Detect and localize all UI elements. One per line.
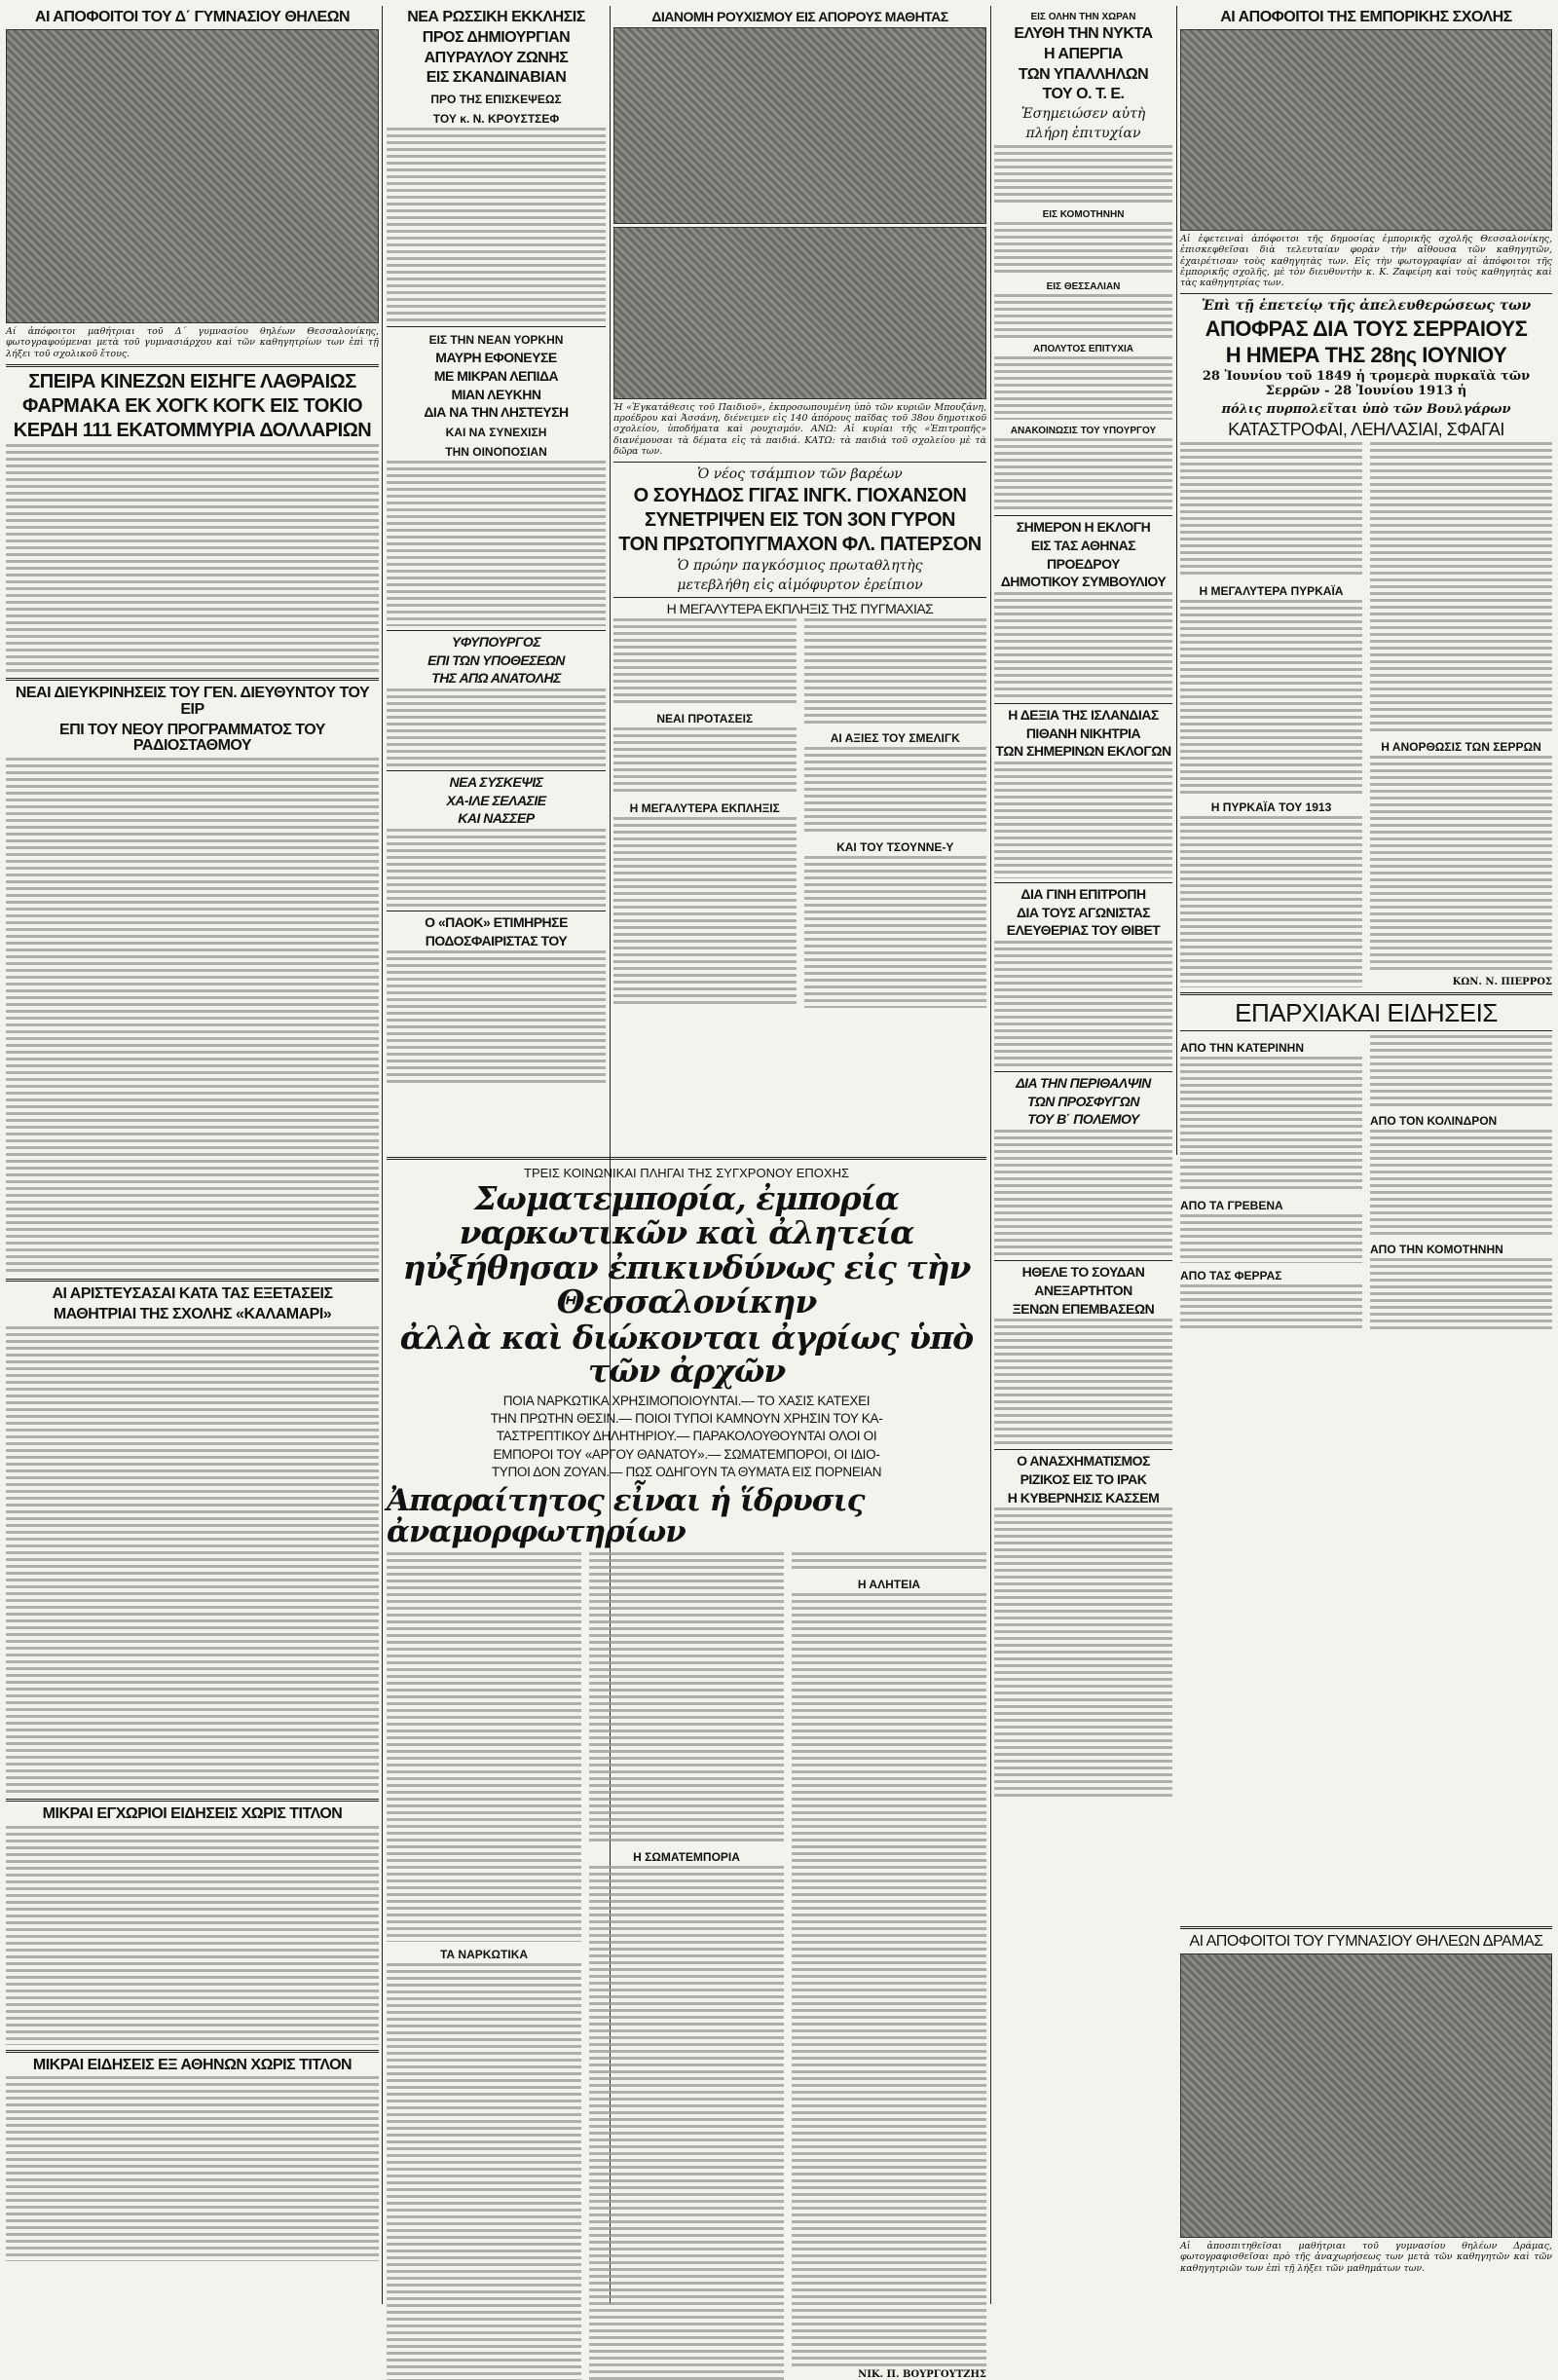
- article-col: [1180, 442, 1362, 987]
- photo-title-clothing: ΔΙΑΝΟΜΗ ΡΟΥΧΙΣΜΟΥ ΕΙΣ ΑΠΟΡΟΥΣ ΜΑΘΗΤΑΣ: [651, 9, 948, 24]
- column-4: [994, 6, 1172, 2304]
- article-body: [1180, 1214, 1362, 1263]
- headline-undersecretary-1: ΥΦΥΠΟΥΡΓΟΣ: [451, 633, 541, 650]
- headline-iraq-2: ΡΙΖΙΚΟΣ ΕΙΣ ΤΟ ΙΡΑΚ: [1020, 1470, 1147, 1487]
- subhead: πόλις πυρπολεῖται ὑπὸ τῶν Βουλγάρων: [1221, 401, 1511, 417]
- article-body: [994, 1319, 1172, 1445]
- kicker: ΕΙΣ ΘΕΣΣΑΛΙΑΝ: [1046, 281, 1121, 293]
- article-col: [792, 1552, 986, 2380]
- headline-chinese-ring-2: ΦΑΡΜΑΚΑ ΕΚ ΧΟΓΚ ΚΟΓΚ ΕΙΣ ΤΟΚΙΟ: [22, 394, 362, 417]
- kicker: ΤΗΝ ΟΙΝΟΠΟΣΙΑΝ: [445, 444, 547, 459]
- photo-caption: Αἱ ἐφετειναὶ ἀπόφοιτοι τῆς δημοσίας ἐμπορικῆς σχολῆς Θεσσαλονίκης, ἐπισκεφθεῖσαι διὰ τελευταίαν φορὰν τὴν αἴθουσα τῶν καθηγητῶν, ἐχαιρέτισαν τοὺς καθηγητὰς των. Εἰς τὴν φωτογραφίαν αἱ ἀπόφοιτοι τῆς ἐμπορικῆς σχολῆς, μὲ τὸν διευθυντὴν κ. Κ. Ζαφείρη καὶ τοὺς καθηγητὰς καὶ τὰς καθηγητρίας των.: [1180, 233, 1552, 289]
- divider: [387, 770, 606, 771]
- headline-election-2: ΕΙΣ ΤΑΣ ΑΘΗΝΑΣ: [1030, 537, 1136, 553]
- headline-russia-3: ΑΠΥΡΑΥΛΟΥ ΖΩΝΗΣ: [424, 49, 569, 66]
- headline-ote-4: ΤΟΥ Ο. Τ. Ε.: [1042, 86, 1125, 103]
- subhead: μετεβλήθη εἰς αἱμόφυρτον ἐρείπιον: [677, 576, 923, 593]
- article-body: [1370, 1035, 1552, 1108]
- article-body: [1180, 1057, 1362, 1193]
- headline-iceland-2: ΠΙΘΑΝΗ ΝΙΚΗΤΡΙΑ: [1025, 725, 1141, 741]
- headline-selassie-2: ΧΑ-ΙΛΕ ΣΕΛΑΣΙΕ: [446, 792, 546, 808]
- feature-headline-1: Σωματεμπορία, ἐμπορία ναρκωτικῶν καὶ ἀλητεία: [459, 1179, 914, 1251]
- kicker: ΚΑΙ ΤΟΥ ΤΣΟΥΝΝΕ-Υ: [836, 840, 954, 855]
- article-body: [6, 444, 379, 673]
- feature-subhead: ΤΑΣΤΡΕΠΤΙΚΟΥ ΔΗΛΗΤΗΡΙΟΥ.— ΠΑΡΑΚΟΛΟΥΘΟΥΝΤΑΙ ΟΛΟΙ ΟΙ: [496, 1429, 877, 1444]
- article-body: [994, 592, 1172, 699]
- divider: [6, 364, 379, 367]
- article-body: [994, 356, 1172, 420]
- headline-selassie-1: ΝΕΑ ΣΥΣΚΕΨΙΣ: [449, 774, 543, 790]
- article-col: [1370, 442, 1552, 987]
- article-body: [1180, 442, 1362, 578]
- headline-johansson-3: ΤΟΝ ΠΡΩΤΟΠΥΓΜΑΧΟΝ ΦΛ. ΠΑΤΕΡΣΟΝ: [618, 533, 982, 555]
- divider: [994, 1071, 1172, 1072]
- headline-election-3: ΠΡΟΕΔΡΟΥ: [1047, 555, 1120, 572]
- kicker: Η ΑΛΗΤΕΙΑ: [857, 1578, 921, 1592]
- article-body: [589, 1552, 784, 1844]
- headline-iraq-3: Η ΚΥΒΕΡΝΗΣΙΣ ΚΑΣΣΕΜ: [1007, 1489, 1160, 1506]
- divider: [1180, 293, 1552, 294]
- headline-sudan-3: ΞΕΝΩΝ ΕΠΕΜΒΑΣΕΩΝ: [1012, 1300, 1155, 1317]
- divider: [1180, 1926, 1552, 1929]
- photo-caption: Αί ἀπόφοιτοι μαθήτριαι τοῦ Δ΄ γυμνασίου θηλέων Θεσσαλονίκης, φωτογραφούμεναι μετὰ τοῦ γυμνασιάρχου καὶ τῶν καθηγητρίων των ἐπὶ τῇ λήξει τοῦ σχολικοῦ ἔτους.: [6, 325, 379, 359]
- kicker: ΠΡΟ ΤΗΣ ΕΠΙΣΚΕΨΕΩΣ: [430, 93, 562, 107]
- divider: [387, 326, 606, 327]
- headline-refugees-1: ΔΙΑ ΤΗΝ ΠΕΡΙΘΑΛΨΙΝ: [1016, 1075, 1151, 1092]
- divider: [613, 462, 986, 463]
- divider: [6, 2050, 379, 2053]
- article-body: [387, 1963, 581, 2380]
- kicker: ΑΝΑΚΟΙΝΩΣΙΣ ΤΟΥ ΥΠΟΥΡΓΟΥ: [1010, 426, 1157, 437]
- divider: [387, 1157, 986, 1160]
- headline-serres-2: Η ΗΜΕΡΑ ΤΗΣ 28ης ΙΟΥΝΙΟΥ: [1225, 342, 1507, 367]
- headline-election-4: ΔΗΜΟΤΙΚΟΥ ΣΥΜΒΟΥΛΙΟΥ: [1000, 574, 1167, 590]
- feature-subheads: [387, 1393, 986, 1481]
- article-body: [387, 461, 606, 626]
- divider: [387, 630, 606, 631]
- article-body: [1370, 1130, 1552, 1237]
- headline-tibet-2: ΔΙΑ ΤΟΥΣ ΑΓΩΝΙΣΤΑΣ: [1016, 904, 1151, 920]
- divider: [6, 678, 379, 681]
- kicker: Η ΠΥΡΚΑΪΑ ΤΟΥ 1913: [1210, 800, 1332, 814]
- headline-russia-4: ΕΙΣ ΣΚΑΝΔΙΝΑΒΙΑΝ: [426, 69, 567, 87]
- article-body: [589, 1866, 784, 2380]
- headline-russia-1: ΝΕΑ ΡΩΣΣΙΚΗ ΕΚΚΛΗΣΙΣ: [407, 9, 585, 25]
- kicker: ΑΠΟΛΥΤΟΣ ΕΠΙΤΥΧΙΑ: [1033, 344, 1133, 355]
- article-body: [994, 438, 1172, 511]
- headline-ny-2: ΜΕ ΜΙΚΡΑΝ ΛΕΠΙΔΑ: [433, 367, 559, 384]
- divider: [994, 882, 1172, 883]
- subhead: Ἐσημειώσεν αὐτὴ: [1020, 106, 1146, 123]
- byline-signature: ΝΙΚ. Π. ΒΟΥΡΓΟΥΤΖΗΣ: [858, 2369, 986, 2380]
- headline-undersecretary-3: ΤΗΣ ΑΠΩ ΑΝΑΤΟΛΗΣ: [431, 670, 561, 687]
- feature-subhead: ΕΜΠΟΡΟΙ ΤΟΥ «ΑΡΓΟΥ ΘΑΝΑΤΟΥ».— ΣΩΜΑΤΕΜΠΟΡΟΙ, ΟΙ ΙΔΙΟ-: [493, 1446, 880, 1462]
- feature-subhead: ΤΗΝ ΠΡΩΤΗΝ ΘΕΣΙΝ.— ΠΟΙΟΙ ΤΥΠΟΙ ΚΑΜΝΟΥΝ ΧΡΗΣΙΝ ΤΟΥ ΚΑ-: [490, 1411, 883, 1427]
- column-1: [6, 6, 379, 2304]
- subhead: Ὁ πρώην παγκόσμιος πρωταθλητὴς: [677, 557, 923, 574]
- article-col: [589, 1552, 784, 2380]
- feature-subhead: ΤΥΠΟΙ ΔΟΝ ΖΟΥΑΝ.— ΠΩΣ ΟΔΗΓΟΥΝ ΤΑ ΘΥΜΑΤΑ ΕΙΣ ΠΟΡΝΕΙΑΝ: [491, 1464, 882, 1479]
- headline-athens-news: ΜΙΚΡΑΙ ΕΙΔΗΣΕΙΣ ΕΞ ΑΘΗΝΩΝ ΧΩΡΙΣ ΤΙΤΛΟΝ: [32, 2056, 352, 2073]
- headline-johansson-2: ΣΥΝΕΤΡΙΨΕΝ ΕΙΣ ΤΟΝ 3ΟΝ ΓΥΡΟΝ: [644, 508, 955, 531]
- headline-iceland-3: ΤΩΝ ΣΗΜΕΡΙΝΩΝ ΕΚΛΟΓΩΝ: [995, 743, 1171, 760]
- article-body: [994, 762, 1172, 878]
- column-2: [387, 6, 606, 1155]
- article-body: [1370, 442, 1552, 734]
- article-body: [387, 688, 606, 766]
- headline-eir-2: ΕΠΙ ΤΟΥ ΝΕΟΥ ΠΡΟΓΡΑΜΜΑΤΟΣ ΤΟΥ ΡΑΔΙΟΣΤΑΘΜΟΥ: [59, 721, 325, 755]
- article-body: [994, 222, 1172, 276]
- headline-refugees-3: ΤΟΥ Β΄ ΠΟΛΕΜΟΥ: [1027, 1111, 1139, 1128]
- feature-headline-3: ἀλλὰ καὶ διώκονται ἀγρίως ὑπὸ τῶν ἀρχῶν: [399, 1318, 974, 1391]
- photo-commercial-school-graduates: [1180, 29, 1552, 231]
- headline-ote-1: ΕΛΥΘΗ ΤΗΝ ΝΥΚΤΑ: [1014, 25, 1153, 42]
- subhead: πλήρη ἐπιτυχίαν: [1025, 126, 1141, 142]
- divider: [994, 1260, 1172, 1261]
- kicker: ΕΙΣ ΤΗΝ ΝΕΑΝ ΥΟΡΚΗΝ: [428, 333, 564, 348]
- article-body: [1180, 816, 1362, 987]
- article-body: [387, 128, 606, 322]
- headline-paok-1: Ο «ΠΑΟΚ» ΕΤΙΜΗΡΗΣΕ: [425, 914, 568, 931]
- photo-graduates-gymnasium: [6, 29, 379, 323]
- headline-provincial-news: ΕΠΑΡΧΙΑΚΑΙ ΕΙΔΗΣΕΙΣ: [1235, 997, 1498, 1027]
- drama-photo-block: [1180, 1926, 1552, 2304]
- feature-headline-4: Ἀπαραίτητος εἶναι ἡ ἵδρυσις ἀναμορφωτηρίων: [387, 1482, 865, 1550]
- column-rule: [990, 6, 991, 2304]
- article-col: [804, 618, 987, 1008]
- kicker: ΚΑΙ ΝΑ ΣΥΝΕΧΙΣΗ: [445, 425, 547, 439]
- article-body: [387, 829, 606, 907]
- article-col: [1370, 1035, 1552, 1332]
- headline-chinese-ring-3: ΚΕΡΔΗ 111 ΕΚΑΤΟΜΜΥΡΙΑ ΔΟΛΛΑΡΙΩΝ: [13, 419, 372, 441]
- article-body: [994, 145, 1172, 204]
- provincial-news-columns: [1180, 1035, 1552, 1332]
- kicker: ΤΟΥ κ. Ν. ΚΡΟΥΣΤΣΕΦ: [432, 112, 560, 127]
- article-body: [804, 747, 987, 835]
- column-3: [613, 6, 986, 1155]
- headline-ote-2: Η ΑΠΕΡΓΙΑ: [1044, 45, 1123, 62]
- article-body: [792, 1593, 986, 2366]
- headline-selassie-3: ΚΑΙ ΝΑΣΣΕΡ: [458, 810, 535, 827]
- section-head-boxing-surprise: Η ΜΕΓΑΛΥΤΕΡΑ ΕΚΠΛΗΞΙΣ ΤΗΣ ΠΥΓΜΑΧΙΑΣ: [666, 600, 934, 616]
- feature-kicker: ΤΡΕΙΣ ΚΟΙΝΩΝΙΚΑΙ ΠΛΗΓΑΙ ΤΗΣ ΣΥΓΧΡΟΝΟΥ ΕΠΟΧΗΣ: [524, 1166, 849, 1180]
- article-body: [613, 727, 797, 796]
- photo-caption: Ἡ «Ἐγκατάθεσις τοῦ Παιδιοῦ», ἐκπροσωπουμένη ὑπὸ τῶν κυριῶν Μπουζάνη, προέδρου καὶ Ἀσσάνη, διένειμεν εἰς 140 ἀπόρους παῖδας τοῦ 38ου δημοτικοῦ σχολείου, ὑποδήματα καὶ ρουχισμόν. ΑΝΩ: Αἱ κυρίαι τῆς «Ἐπιτροπῆς» διανέμουσαι τὰ δέματα εἰς τὰ παιδιά. ΚΑΤΩ: τὰ παιδιὰ τοῦ σχολείου μὲ τὰ δῶρα των.: [613, 401, 986, 458]
- article-two-columns: [1180, 442, 1552, 987]
- article-body: [6, 1826, 379, 2045]
- headline-refugees-2: ΤΩΝ ΠΡΟΣΦΥΓΩΝ: [1027, 1093, 1139, 1109]
- photo-drama-graduates: [1180, 1953, 1552, 2238]
- divider: [6, 1799, 379, 1802]
- kicker: ΑΠΟ ΤΗΝ ΚΟΜΟΤΗΝΗΝ: [1370, 1243, 1503, 1257]
- column-rule: [382, 6, 383, 2304]
- photo-title-drama: ΑΙ ΑΠΟΦΟΙΤΟΙ ΤΟΥ ΓΥΜΝΑΣΙΟΥ ΘΗΛΕΩΝ ΔΡΑΜΑΣ: [1189, 1933, 1543, 1950]
- kicker: Η ΑΝΟΡΘΩΣΙΣ ΤΩΝ ΣΕΡΡΩΝ: [1381, 739, 1541, 754]
- headline-johansson-1: Ο ΣΟΥΗΔΟΣ ΓΙΓΑΣ ΙΝΓΚ. ΓΙΟΧΑΝΣΟΝ: [633, 484, 967, 506]
- kicker: ΕΙΣ ΟΛΗΝ ΤΗΝ ΧΩΡΑΝ: [1030, 12, 1136, 22]
- article-body: [6, 758, 379, 1274]
- kicker: ΑΠΟ ΤΟΝ ΚΟΛΙΝΔΡΟΝ: [1370, 1114, 1498, 1129]
- divider: [1180, 1030, 1552, 1031]
- headline-kalamari-2: ΜΑΘΗΤΡΙΑΙ ΤΗΣ ΣΧΟΛΗΣ «ΚΑΛΑΜΑΡΙ»: [53, 1305, 332, 1322]
- kicker: ΤΑ ΝΑΡΚΩΤΙΚΑ: [439, 1948, 529, 1962]
- article-body: [804, 856, 987, 1008]
- headline-election-1: ΣΗΜΕΡΟΝ Η ΕΚΛΟΓΗ: [1016, 519, 1151, 536]
- headline-ny-4: ΔΙΑ ΝΑ ΤΗΝ ΛΗΣΤΕΥΣΗ: [424, 404, 569, 421]
- headline-paok-2: ΠΟΔΟΣΦΑΙΡΙΣΤΑΣ ΤΟΥ: [425, 932, 568, 948]
- feature-columns: [387, 1552, 986, 2380]
- article-body: [994, 1130, 1172, 1256]
- article-body: [613, 618, 797, 706]
- divider: [994, 1449, 1172, 1450]
- photo-clothing-distribution-bottom: [613, 227, 986, 399]
- divider: [1180, 992, 1552, 995]
- headline-tibet-3: ΕΛΕΥΘΕΡΙΑΣ ΤΟΥ ΘΙΒΕΤ: [1006, 922, 1161, 939]
- kicker: ΕΙΣ ΚΟΜΟΤΗΝΗΝ: [1042, 209, 1125, 221]
- article-col: [387, 1552, 581, 2380]
- kicker-heavyweight: Ὁ νέος τσάμπιον τῶν βαρέων: [697, 465, 903, 482]
- kicker: Η ΜΕΓΑΛΥΤΕΡΑ ΕΚΠΛΗΞΙΣ: [629, 801, 780, 816]
- kicker: ΑΠΟ ΤΑ ΓΡΕΒΕΝΑ: [1180, 1199, 1283, 1213]
- headline-ote-3: ΤΩΝ ΥΠΑΛΛΗΛΩΝ: [1018, 65, 1149, 83]
- kicker: ΑΠΟ ΤΑΣ ΦΕΡΡΑΣ: [1180, 1269, 1282, 1283]
- article-body: [1180, 600, 1362, 795]
- kicker: Η ΣΩΜΑΤΕΜΠΟΡΙΑ: [633, 1850, 740, 1865]
- feature-headline-2: ηὐξήθησαν ἐπικινδύνως εἰς τὴν Θεσσαλονίκην: [402, 1248, 971, 1320]
- headline-kalamari-1: ΑΙ ΑΡΙΣΤΕΥΣΑΣΑΙ ΚΑΤΑ ΤΑΣ ΕΞΕΤΑΣΕΙΣ: [52, 1285, 333, 1303]
- headline-russia-2: ΠΡΟΣ ΔΗΜΙΟΥΡΓΙΑΝ: [422, 28, 571, 46]
- headline-tibet-1: ΔΙΑ ΓΙΝΗ ΕΠΙΤΡΟΠΗ: [1020, 886, 1146, 902]
- article-body: [6, 2076, 379, 2261]
- article-body: [1370, 1258, 1552, 1332]
- divider: [6, 1279, 379, 1282]
- kicker: ΝΕΑΙ ΠΡΟΤΑΣΕΙΣ: [656, 712, 754, 726]
- article-body: [994, 1507, 1172, 1800]
- article-body: [6, 1326, 379, 1794]
- article-body: [792, 1552, 986, 1572]
- divider: [613, 597, 986, 598]
- headline-iceland-1: Η ΔΕΞΙΑ ΤΗΣ ΙΣΛΑΝΔΙΑΣ: [1008, 706, 1159, 723]
- headline-local-news: ΜΙΚΡΑΙ ΕΓΧΩΡΙΟΙ ΕΙΔΗΣΕΙΣ ΧΩΡΙΣ ΤΙΤΛΟΝ: [42, 1804, 343, 1822]
- photo-clothing-distribution-top: [613, 27, 986, 224]
- article-body: [804, 618, 987, 725]
- article-body: [1180, 1284, 1362, 1332]
- kicker-anniversary: Ἐπὶ τῇ ἐπετείῳ τῆς ἀπελευθερώσεως των: [1201, 297, 1532, 314]
- column-rule: [1176, 6, 1177, 1155]
- kicker: Η ΜΕΓΑΛΥΤΕΡΑ ΠΥΡΚΑΪΑ: [1199, 583, 1344, 598]
- headline-serres-3: ΚΑΤΑΣΤΡΟΦΑΙ, ΛΕΗΛΑΣΙΑΙ, ΣΦΑΓΑΙ: [1228, 419, 1504, 439]
- photo-title-gymnasium: ΑΙ ΑΠΟΦΟΙΤΟΙ ΤΟΥ Δ΄ ΓΥΜΝΑΣΙΟΥ ΘΗΛΕΩΝ: [34, 9, 351, 25]
- article-col: [613, 618, 797, 1008]
- headline-ny-1: ΜΑΥΡΗ ΕΦΟΝΕΥΣΕ: [435, 350, 557, 366]
- subhead: 28 Ἰουνίου τοῦ 1849 ἡ τρομερὰ πυρκαϊὰ τῶν Σερρῶν - 28 Ἰουνίου 1913 ἡ: [1202, 368, 1531, 398]
- headline-sudan-2: ΑΝΕΞΑΡΤΗΤΟΝ: [1034, 1282, 1132, 1298]
- divider: [994, 515, 1172, 516]
- article-body: [994, 294, 1172, 338]
- article-body: [1370, 756, 1552, 974]
- article-body: [387, 1552, 581, 1942]
- divider: [994, 703, 1172, 704]
- photo-caption: Αἱ ἀποσπιτηθεῖσαι μαθήτριαι τοῦ γυμνασίου θηλέων Δράμας, φωτογραφισθεῖσαι πρὸ τῆς ἀναχωρήσεως των μετὰ τῶν καθηγητῶν καὶ τῶν καθηγητριῶν των ἐπὶ τῇ λήξει τῶν μαθημάτων των.: [1180, 2240, 1552, 2274]
- headline-serres-1: ΑΠΟΦΡΑΣ ΔΙΑ ΤΟΥΣ ΣΕΡΡΑΙΟΥΣ: [1205, 316, 1528, 341]
- headline-sudan-1: ΗΘΕΛΕ ΤΟ ΣΟΥΔΑΝ: [1021, 1264, 1145, 1281]
- byline-signature: ΚΩΝ. Ν. ΠΙΕΡΡΟΣ: [1452, 976, 1552, 987]
- article-body: [387, 950, 606, 1087]
- headline-ny-3: ΜΙΑΝ ΛΕΥΚΗΝ: [451, 386, 541, 402]
- headline-iraq-1: Ο ΑΝΑΣΧΗΜΑΤΙΣΜΟΣ: [1017, 1453, 1150, 1469]
- kicker: ΑΠΟ ΤΗΝ ΚΑΤΕΡΙΝΗΝ: [1180, 1041, 1305, 1056]
- article-col: [1180, 1035, 1362, 1332]
- feature-subhead: ΠΟΙΑ ΝΑΡΚΩΤΙΚΑ ΧΡΗΣΙΜΟΠΟΙΟΥΝΤΑΙ.— ΤΟ ΧΑΣΙΣ ΚΑΤΕΧΕΙ: [502, 1393, 871, 1408]
- article-body: [613, 817, 797, 1008]
- photo-title-commercial-school: ΑΙ ΑΠΟΦΟΙΤΟΙ ΤΗΣ ΕΜΠΟΡΙΚΗΣ ΣΧΟΛΗΣ: [1220, 9, 1512, 25]
- headline-undersecretary-2: ΕΠΙ ΤΩΝ ΥΠΟΘΕΣΕΩΝ: [427, 651, 565, 668]
- kicker: ΑΙ ΑΞΙΕΣ ΤΟΥ ΣΜΕΛΙΓΚ: [830, 731, 960, 746]
- headline-chinese-ring-1: ΣΠΕΙΡΑ ΚΙΝΕΖΩΝ ΕΙΣΗΓΕ ΛΑΘΡΑΙΩΣ: [28, 370, 356, 392]
- headline-eir-1: ΝΕΑΙ ΔΙΕΥΚΡΙΝΗΣΕΙΣ ΤΟΥ ΓΕΝ. ΔΙΕΥΘΥΝΤΟΥ ΤΟΥ ΕΙΡ: [15, 684, 370, 718]
- article-two-columns: [613, 618, 986, 1008]
- article-body: [994, 941, 1172, 1067]
- center-feature: [387, 1157, 986, 2380]
